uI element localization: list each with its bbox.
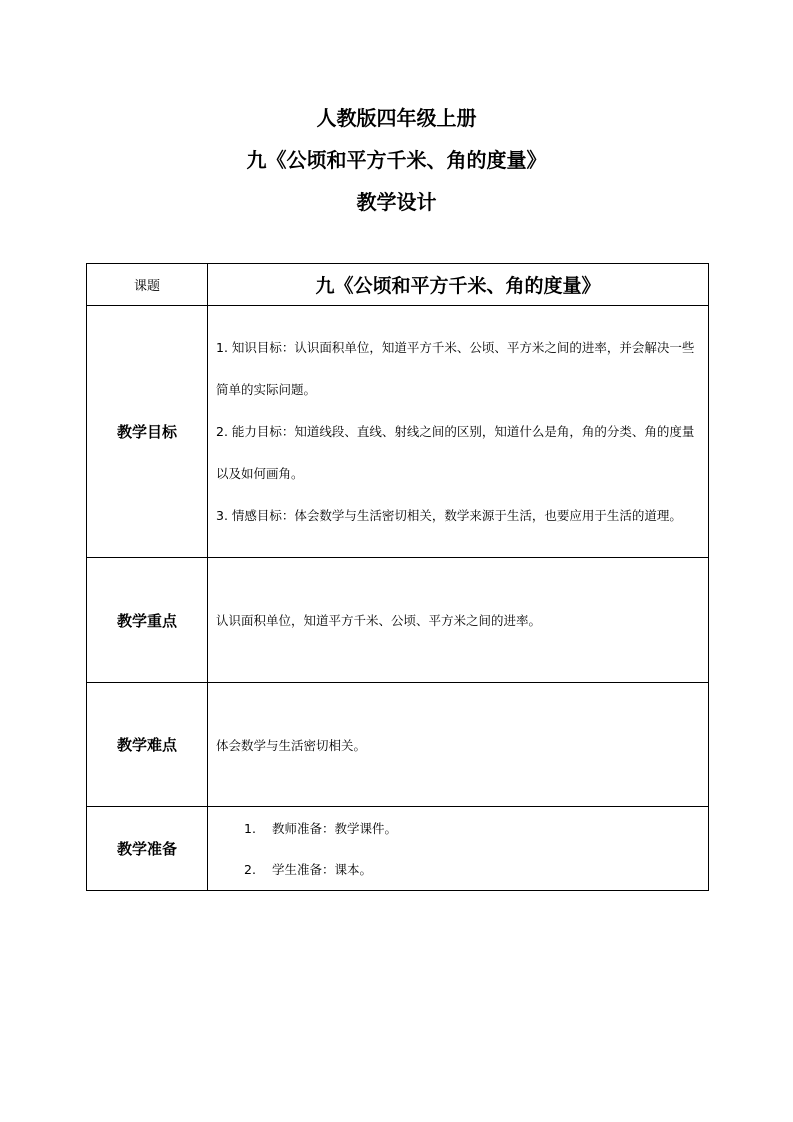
list-item [216,849,702,890]
goals-label: 教学目标 [87,306,208,558]
goal-item-knowledge: 1. 知识目标：认识面积单位，知道平方千米、公顷、平方米之间的进率，并会解决一些简单的实际问题。 [216,339,695,397]
lesson-plan-table [86,263,709,891]
list-item-number: 1. [244,820,256,836]
topic-value: 九《公顷和平方千米、角的度量》 [208,264,709,306]
preparation-content [208,807,709,891]
difficulties-value: 体会数学与生活密切相关。 [208,683,709,807]
topic-label: 课题 [87,264,208,306]
document-title-series: 人教版四年级上册 [316,106,477,130]
table-row-key-points [87,558,709,683]
goal-item-ability: 2. 能力目标：知道线段、直线、射线之间的区别，知道什么是角，角的分类、角的度量以及如何画角。 [216,423,695,481]
difficulties-label: 教学难点 [87,683,208,807]
list-item-text: 教师准备：教学课件。 [272,821,398,836]
goal-item-emotion: 3. 情感目标：体会数学与生活密切相关，数学来源于生活，也要应用于生活的道理。 [216,507,682,523]
table-row-difficulties [87,683,709,807]
preparation-label: 教学准备 [87,807,208,891]
list-item [216,808,702,849]
document-title-chapter: 九《公顷和平方千米、角的度量》 [246,148,547,172]
preparation-list [216,808,702,890]
list-item-text: 学生准备：课本。 [272,862,373,877]
key-points-label: 教学重点 [87,558,208,683]
list-item-number: 2. [244,861,256,877]
table-row-preparation [87,807,709,891]
goals-content [208,306,709,558]
document-title-type: 教学设计 [356,190,437,214]
table-row-goals [87,306,709,558]
key-points-value: 认识面积单位，知道平方千米、公顷、平方米之间的进率。 [208,558,709,683]
table-row-topic [87,264,709,306]
